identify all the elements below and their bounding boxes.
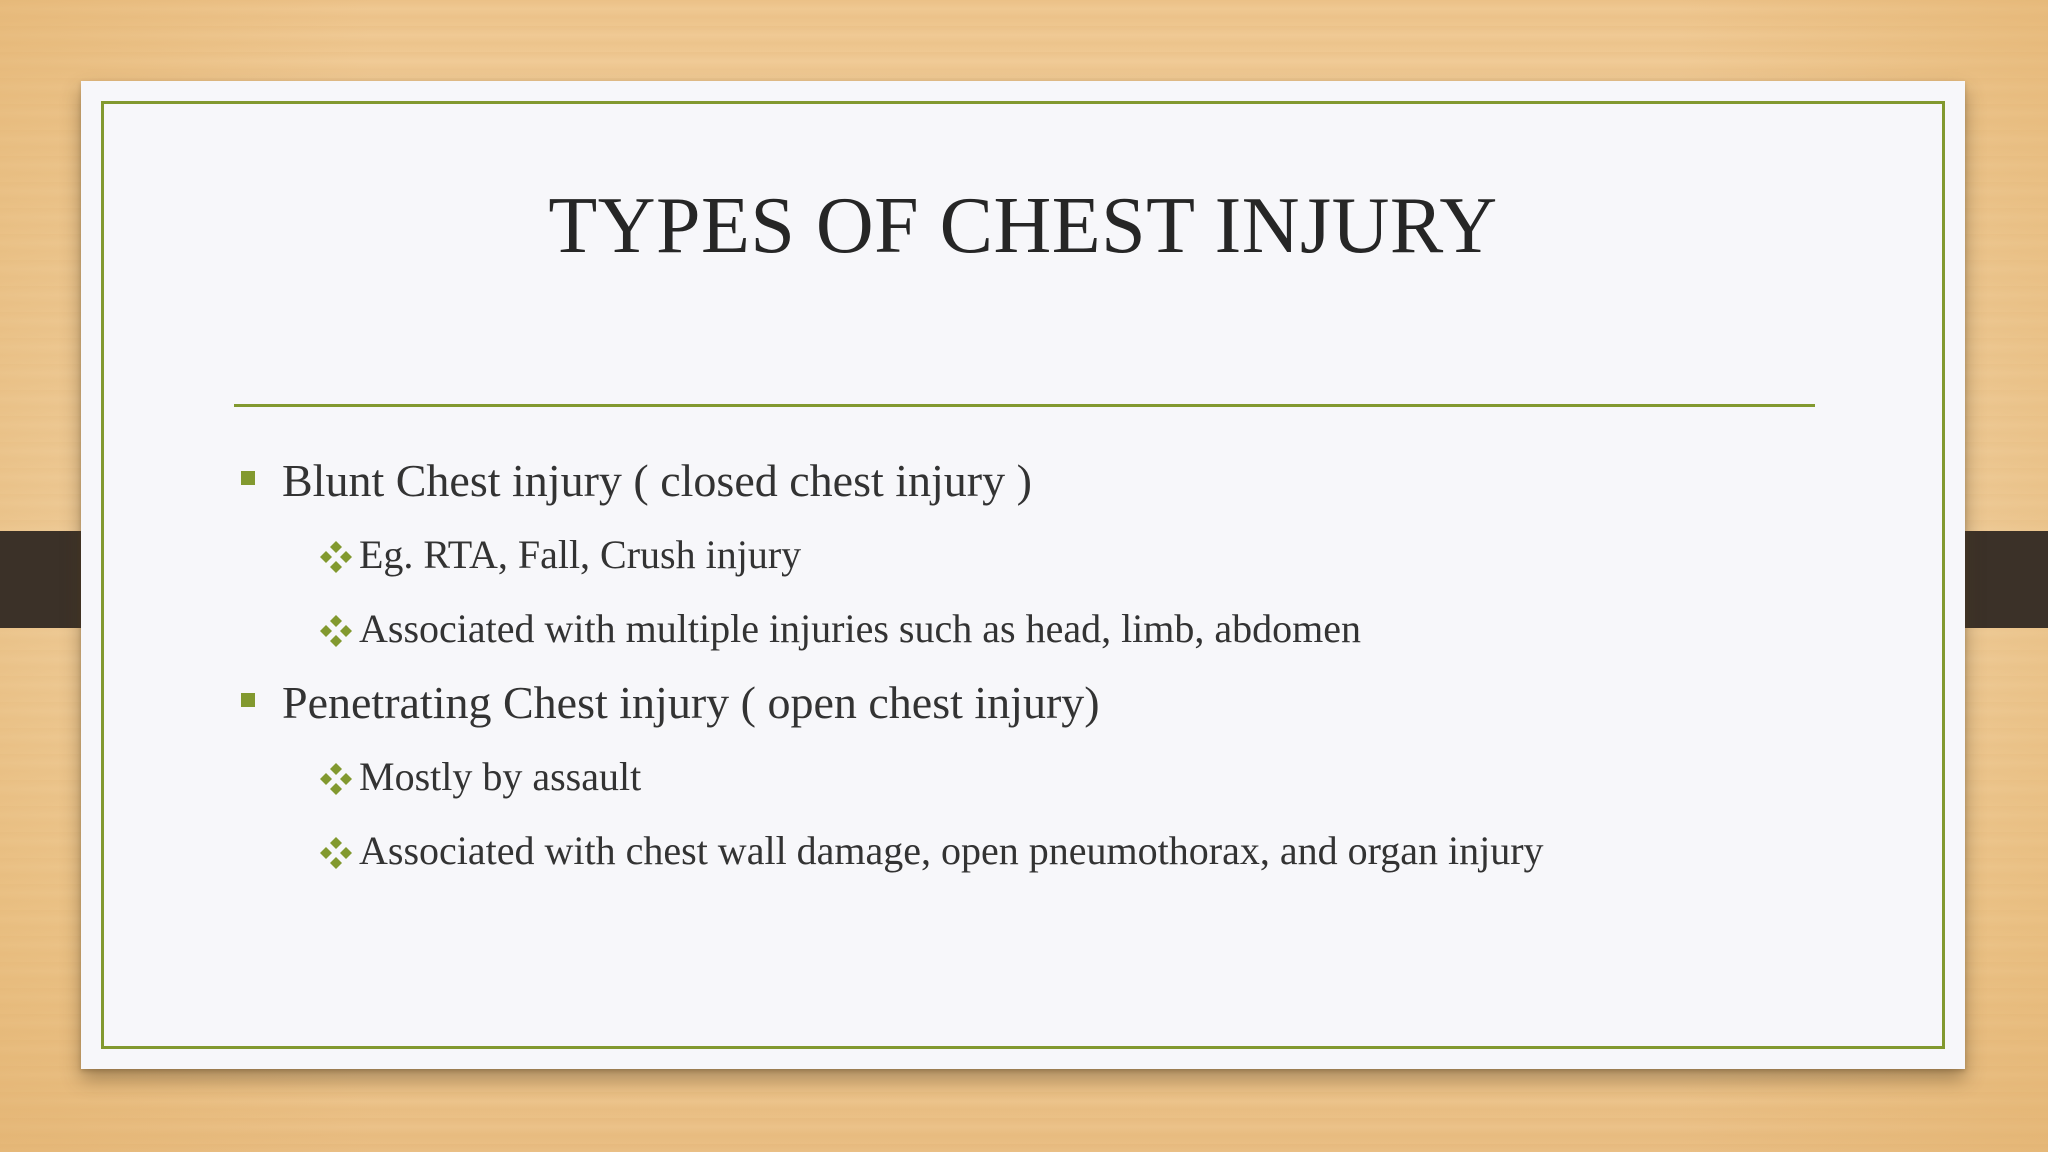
four-diamond-bullet-icon	[318, 761, 354, 797]
sub-bullet-text: Associated with chest wall damage, open pneumothorax, and organ injury	[359, 828, 1544, 873]
sub-bullet-item	[234, 518, 1894, 592]
sub-bullet-text: Mostly by assault	[359, 754, 642, 799]
sub-bullet-text: Eg. RTA, Fall, Crush injury	[359, 532, 802, 577]
bullet-item	[234, 444, 1894, 518]
four-diamond-bullet-icon	[318, 835, 354, 871]
slide-title: TYPES OF CHEST INJURY	[548, 182, 1498, 270]
square-bullet-icon	[241, 693, 255, 707]
bullet-list	[234, 444, 1894, 888]
bullet-text: Blunt Chest injury ( closed chest injury )	[282, 455, 1032, 506]
slide-card	[81, 81, 1965, 1069]
four-diamond-bullet-icon	[318, 539, 354, 575]
sub-bullet-item	[234, 592, 1894, 666]
bullet-item	[234, 666, 1894, 740]
sub-bullet-item	[234, 740, 1894, 814]
four-diamond-bullet-icon	[318, 613, 354, 649]
sub-bullet-item	[234, 814, 1894, 888]
bullet-text: Penetrating Chest injury ( open chest injury)	[282, 677, 1100, 728]
sub-bullet-text: Associated with multiple injuries such as head, limb, abdomen	[359, 606, 1362, 651]
square-bullet-icon	[241, 471, 255, 485]
title-divider	[234, 404, 1815, 407]
